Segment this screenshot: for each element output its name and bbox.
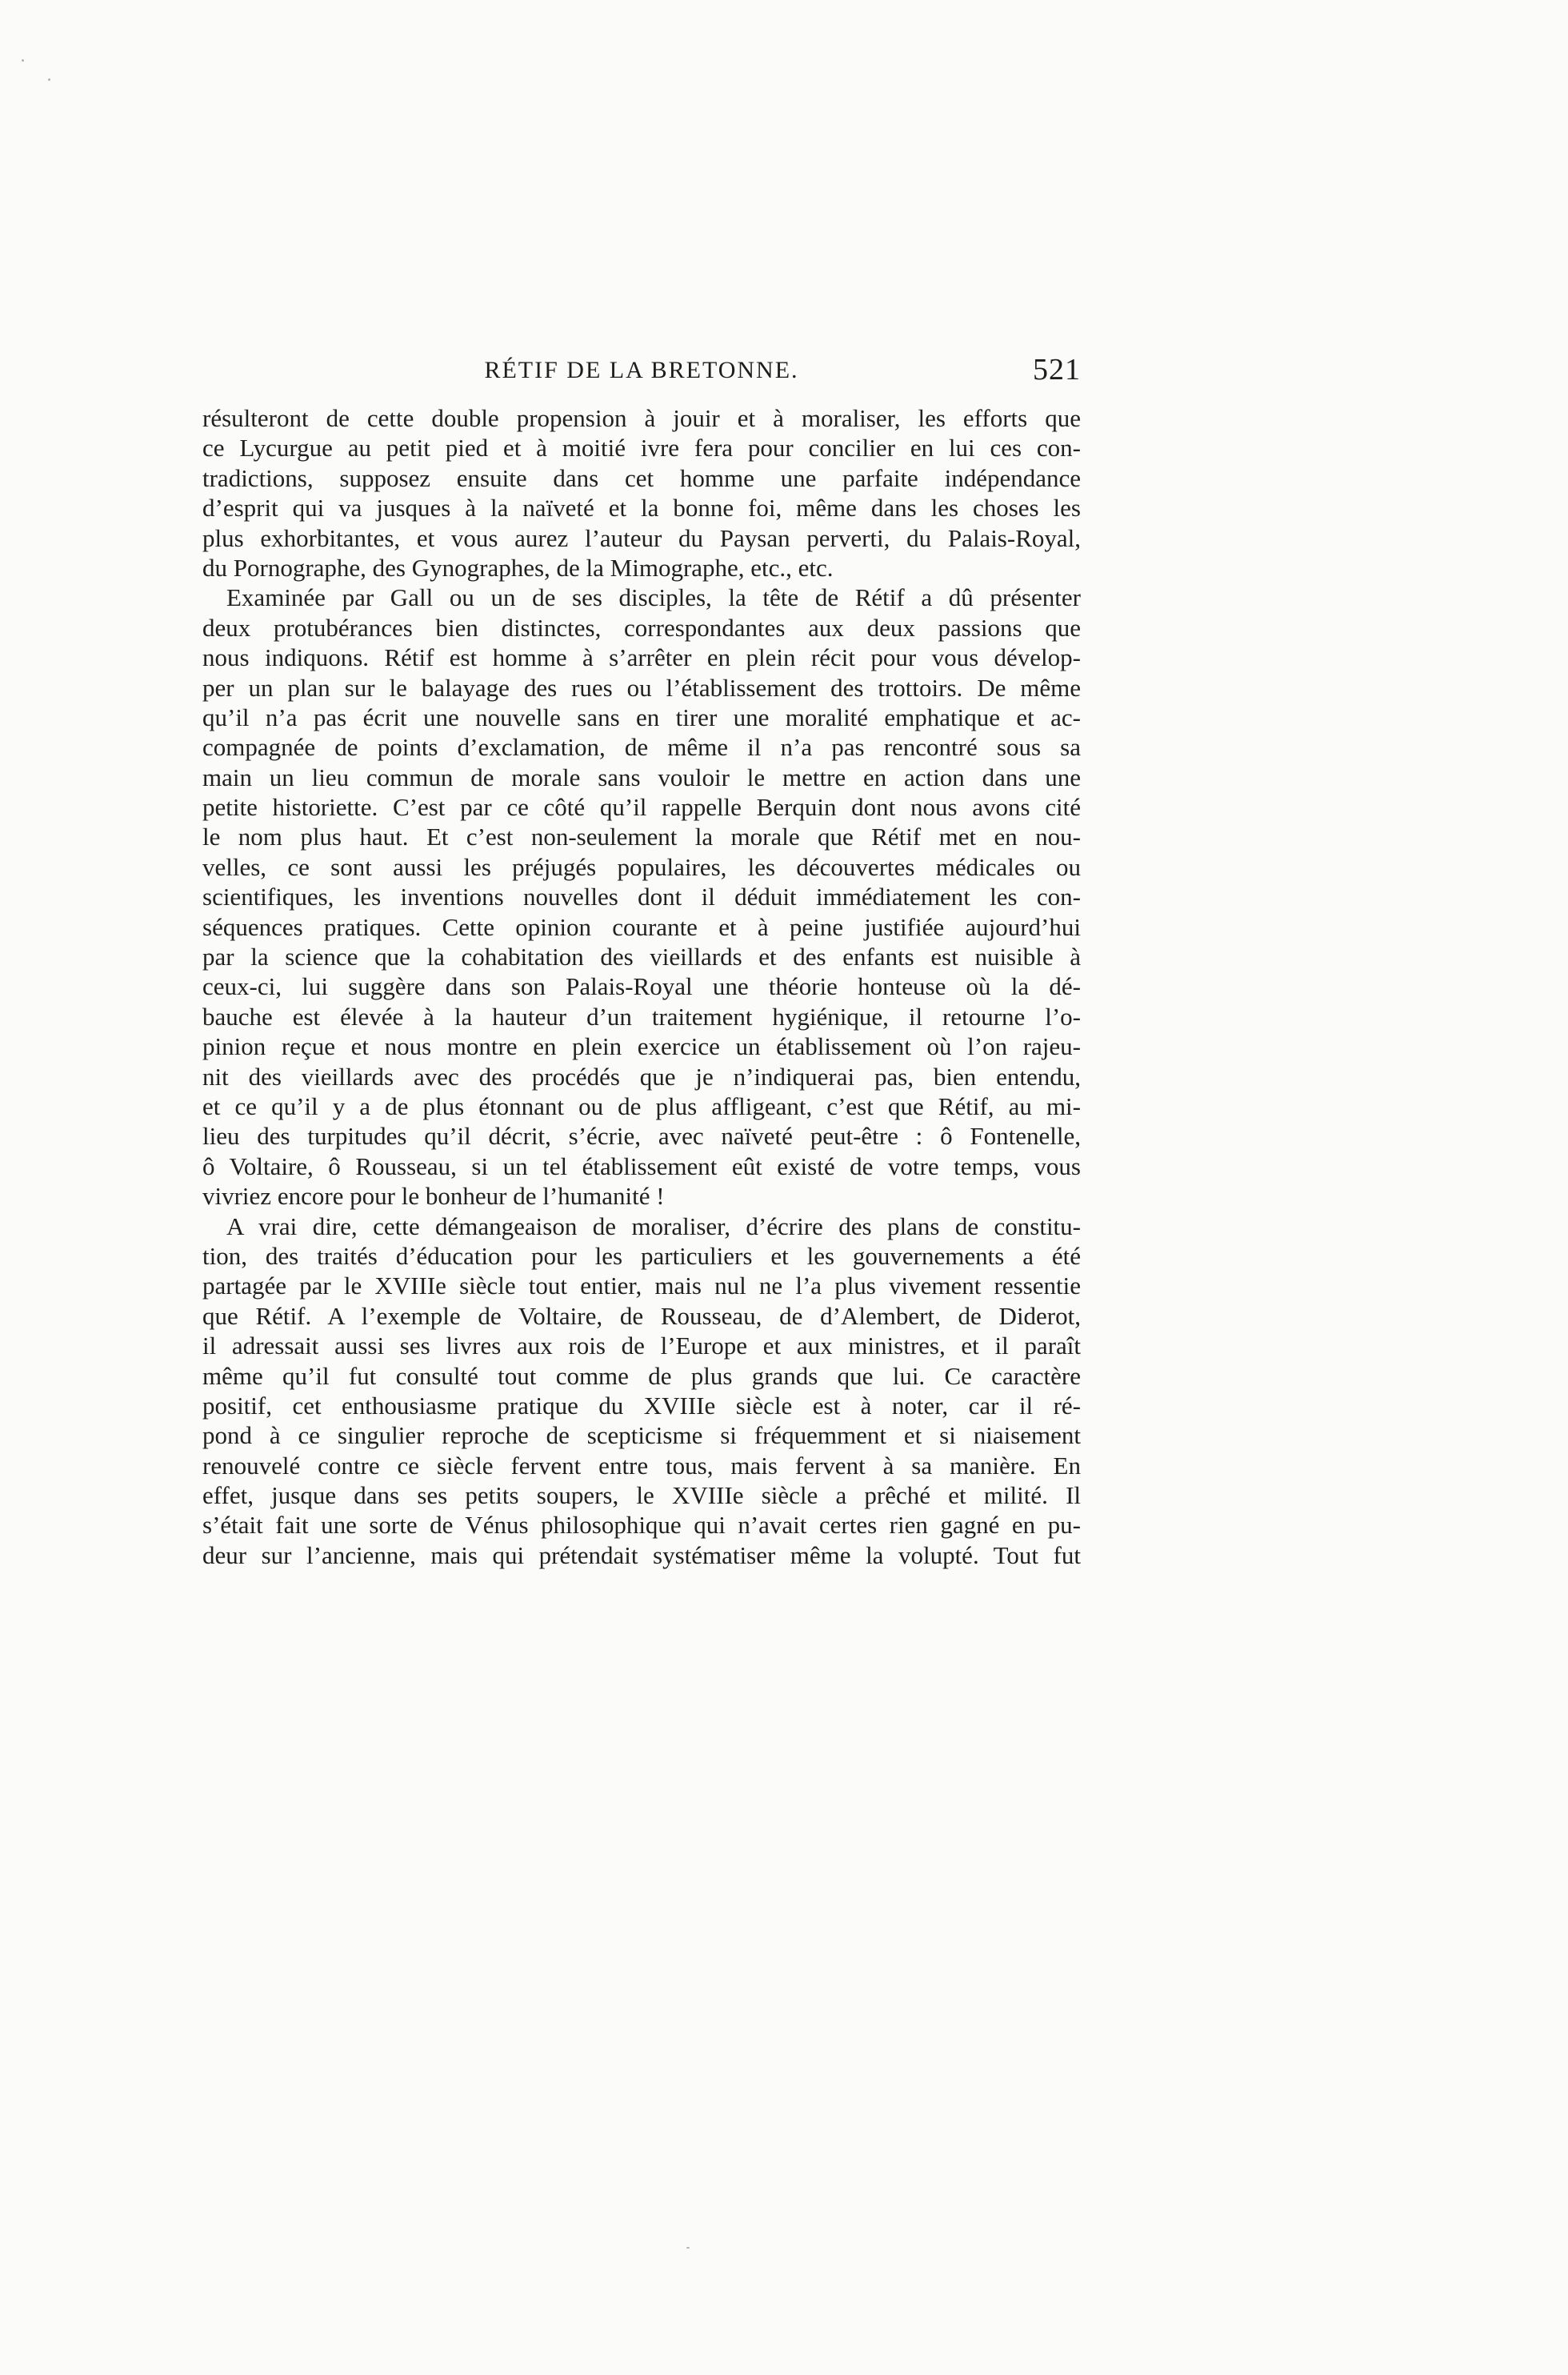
text-line: vivriez encore pour le bonheur de l’humanité ! bbox=[202, 1182, 665, 1211]
text-line: per un plan sur le balayage des rues ou l’établissement des trottoirs. De même bbox=[202, 673, 1081, 702]
text-line: s’était fait une sorte de Vénus philosophique qui n’avait certes rien gagné en pu- bbox=[202, 1511, 1081, 1540]
text-line: séquences pratiques. Cette opinion courante et à peine justifiée aujourd’hui bbox=[202, 912, 1081, 941]
text-line: compagnée de points d’exclamation, de même il n’a pas rencontré sous sa bbox=[202, 733, 1081, 762]
text-line: deur sur l’ancienne, mais qui prétendait systématiser même la volupté. Tout fut bbox=[202, 1540, 1081, 1569]
body-text bbox=[202, 403, 1081, 1570]
text-line: petite historiette. C’est par ce côté qu’il rappelle Berquin dont nous avons cité bbox=[202, 793, 1081, 822]
text-line: nit des vieillards avec des procédés que je n’indiquerai pas, bien entendu, bbox=[202, 1062, 1081, 1091]
text-line: plus exhorbitantes, et vous aurez l’auteur du Paysan perverti, du Palais-Royal, bbox=[202, 523, 1081, 552]
running-title: RÉTIF DE LA BRETONNE. bbox=[484, 357, 799, 383]
text-line: d’esprit qui va jusques à la naïveté et la bonne foi, même dans les choses les bbox=[202, 494, 1081, 523]
text-line: par la science que la cohabitation des vieillards et des enfants est nuisible à bbox=[202, 943, 1081, 971]
text-line: velles, ce sont aussi les préjugés populaires, les découvertes médicales ou bbox=[202, 852, 1081, 881]
text-line: tradictions, supposez ensuite dans cet homme une parfaite indépendance bbox=[202, 463, 1081, 492]
paper-speck bbox=[22, 59, 24, 62]
text-line: qu’il n’a pas écrit une nouvelle sans en tirer une moralité emphatique et ac- bbox=[202, 703, 1081, 731]
text-line: pinion reçue et nous montre en plein exercice un établissement où l’on rajeu- bbox=[202, 1032, 1081, 1061]
paper-speck bbox=[686, 2247, 690, 2249]
text-line: renouvelé contre ce siècle fervent entre tous, mais fervent à sa manière. En bbox=[202, 1451, 1081, 1480]
text-line: ô Voltaire, ô Rousseau, si un tel établissement eût existé de votre temps, vous bbox=[202, 1151, 1081, 1180]
text-line: résulteront de cette double propension à jouir et à moraliser, les efforts que bbox=[202, 404, 1081, 432]
text-line: scientifiques, les inventions nouvelles dont il déduit immédiatement les con- bbox=[202, 883, 1081, 911]
text-line: effet, jusque dans ses petits soupers, le XVIIIe siècle a prêché et milité. Il bbox=[202, 1481, 1081, 1510]
text-line: positif, cet enthousiasme pratique du XVIIIe siècle est à noter, car il ré- bbox=[202, 1391, 1081, 1420]
text-line: tion, des traités d’éducation pour les particuliers et les gouvernements a été bbox=[202, 1241, 1081, 1270]
text-line: que Rétif. A l’exemple de Voltaire, de Rousseau, de d’Alembert, de Diderot, bbox=[202, 1301, 1081, 1330]
text-line: même qu’il fut consulté tout comme de plus grands que lui. Ce caractère bbox=[202, 1361, 1081, 1390]
text-line: nous indiquons. Rétif est homme à s’arrêter en plein récit pour vous dévelop- bbox=[202, 643, 1081, 672]
text-line: et ce qu’il y a de plus étonnant ou de plus affligeant, c’est que Rétif, au mi- bbox=[202, 1091, 1081, 1120]
text-line: main un lieu commun de morale sans vouloir le mettre en action dans une bbox=[202, 763, 1081, 791]
text-line: deux protubérances bien distinctes, correspondantes aux deux passions que bbox=[202, 613, 1081, 642]
page-number: 521 bbox=[1033, 353, 1081, 386]
text-line: lieu des turpitudes qu’il décrit, s’écrie, avec naïveté peut-être : ô Fontenelle, bbox=[202, 1122, 1081, 1151]
text-line: le nom plus haut. Et c’est non-seulement la morale que Rétif met en nou- bbox=[202, 823, 1081, 851]
text-line: ceux-ci, lui suggère dans son Palais-Royal une théorie honteuse où la dé- bbox=[202, 972, 1081, 1001]
text-line: bauche est élevée à la hauteur d’un traitement hygiénique, il retourne l’o- bbox=[202, 1002, 1081, 1031]
text-line: du Pornographe, des Gynographes, de la Mimographe, etc., etc. bbox=[202, 553, 834, 582]
text-line: partagée par le XVIIIe siècle tout entier, mais nul ne l’a plus vivement ressentie bbox=[202, 1272, 1081, 1300]
text-line: pond à ce singulier reproche de scepticisme si fréquemment et si niaisement bbox=[202, 1421, 1081, 1450]
paper-speck bbox=[48, 78, 50, 81]
text-line: A vrai dire, cette démangeaison de moraliser, d’écrire des plans de constitu- bbox=[226, 1212, 1081, 1240]
running-header bbox=[202, 349, 1081, 394]
text-line: ce Lycurgue au petit pied et à moitié ivre fera pour concilier en lui ces con- bbox=[202, 434, 1081, 463]
text-line: Examinée par Gall ou un de ses disciples, la tête de Rétif a dû présenter bbox=[226, 583, 1081, 612]
text-line: il adressait aussi ses livres aux rois de l’Europe et aux ministres, et il paraît bbox=[202, 1332, 1081, 1360]
